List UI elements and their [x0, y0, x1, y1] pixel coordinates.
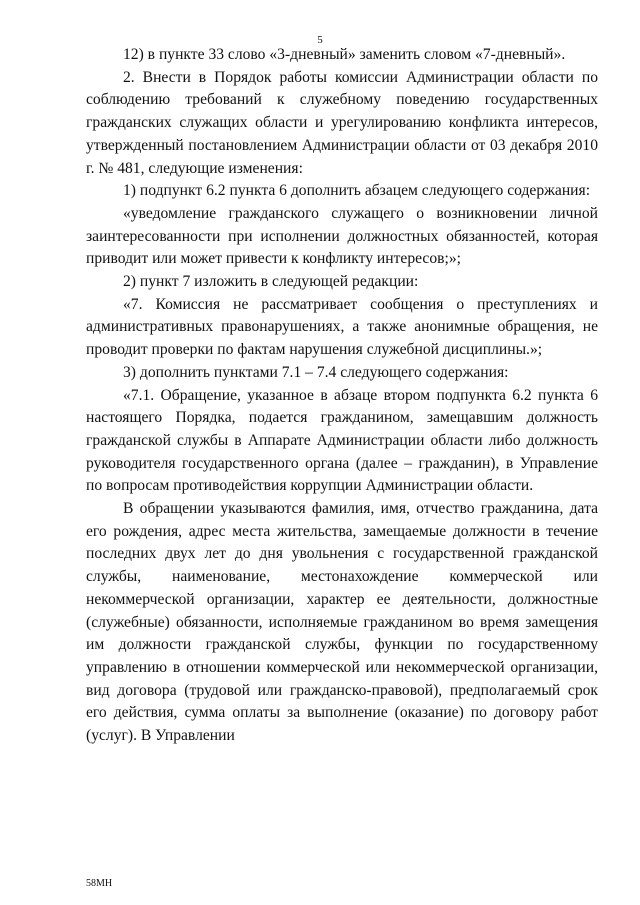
paragraph-quote-point-7: «7. Комиссия не рассматривает сообщения о преступлениях и административных правонарушениях, а также анонимные обращения, не проводит проверки по фактам нарушения служебной дисциплины.»;: [86, 295, 598, 359]
paragraph-subitem-3: 3) дополнить пунктами 7.1 – 7.4 следующего содержания:: [123, 363, 509, 381]
page-number: 5: [317, 34, 323, 46]
document-body: [86, 44, 598, 748]
paragraph-subitem-2: 2) пункт 7 изложить в следующей редакции:: [123, 273, 419, 291]
paragraph-item-12: 12) в пункте 33 слово «3-дневный» заменить словом «7-дневный».: [123, 46, 566, 63]
paragraph-subitem-1: 1) подпункт 6.2 пункта 6 дополнить абзацем следующего содержания:: [123, 182, 591, 200]
paragraph-quote-notification: «уведомление гражданского служащего о возникновении личной заинтересованности при исполнении должностных обязанностей, которая приводит или может привести к конфликту интересов;»;: [86, 204, 598, 268]
paragraph-appeal-contents: В обращении указываются фамилия, имя, отчество гражданина, дата его рождения, адрес места жительства, замещаемые должности в течение последних двух лет до дня увольнения с государственной гражданской службы, наименование, местонахождение коммерческой или некоммерческой организации, характер ее деятельности, должностные (служебные) обязанности, исполняемые гражданином во время замещения им должности гражданской службы, функции по государственному управлению в отношении коммерческой или некоммерческой организации, вид договора (трудовой или гражданско-правовой), предполагаемый срок его действия, сумма оплаты за выполнение (оказание) по договору работ (услуг). В Управлении: [86, 500, 598, 745]
paragraph-quote-point-7-1: «7.1. Обращение, указанное в абзаце втором подпункта 6.2 пункта 6 настоящего Порядка, подается гражданином, замещавшим должность гражданской службы в Аппарате Администрации области либо должность руководителя государственного органа (далее – гражданин), в Управление по вопросам противодействия коррупции Администрации области.: [86, 386, 598, 495]
footer-code: 58МН: [86, 878, 113, 889]
paragraph-section-2: 2. Внести в Порядок работы комиссии Администрации области по соблюдению требований к служебному поведению государственных гражданских служащих области и урегулированию конфликта интересов, утвержденный постановлением Администрации области от 03 декабря 2010 г. № 481, следующие изменения:: [86, 68, 598, 177]
